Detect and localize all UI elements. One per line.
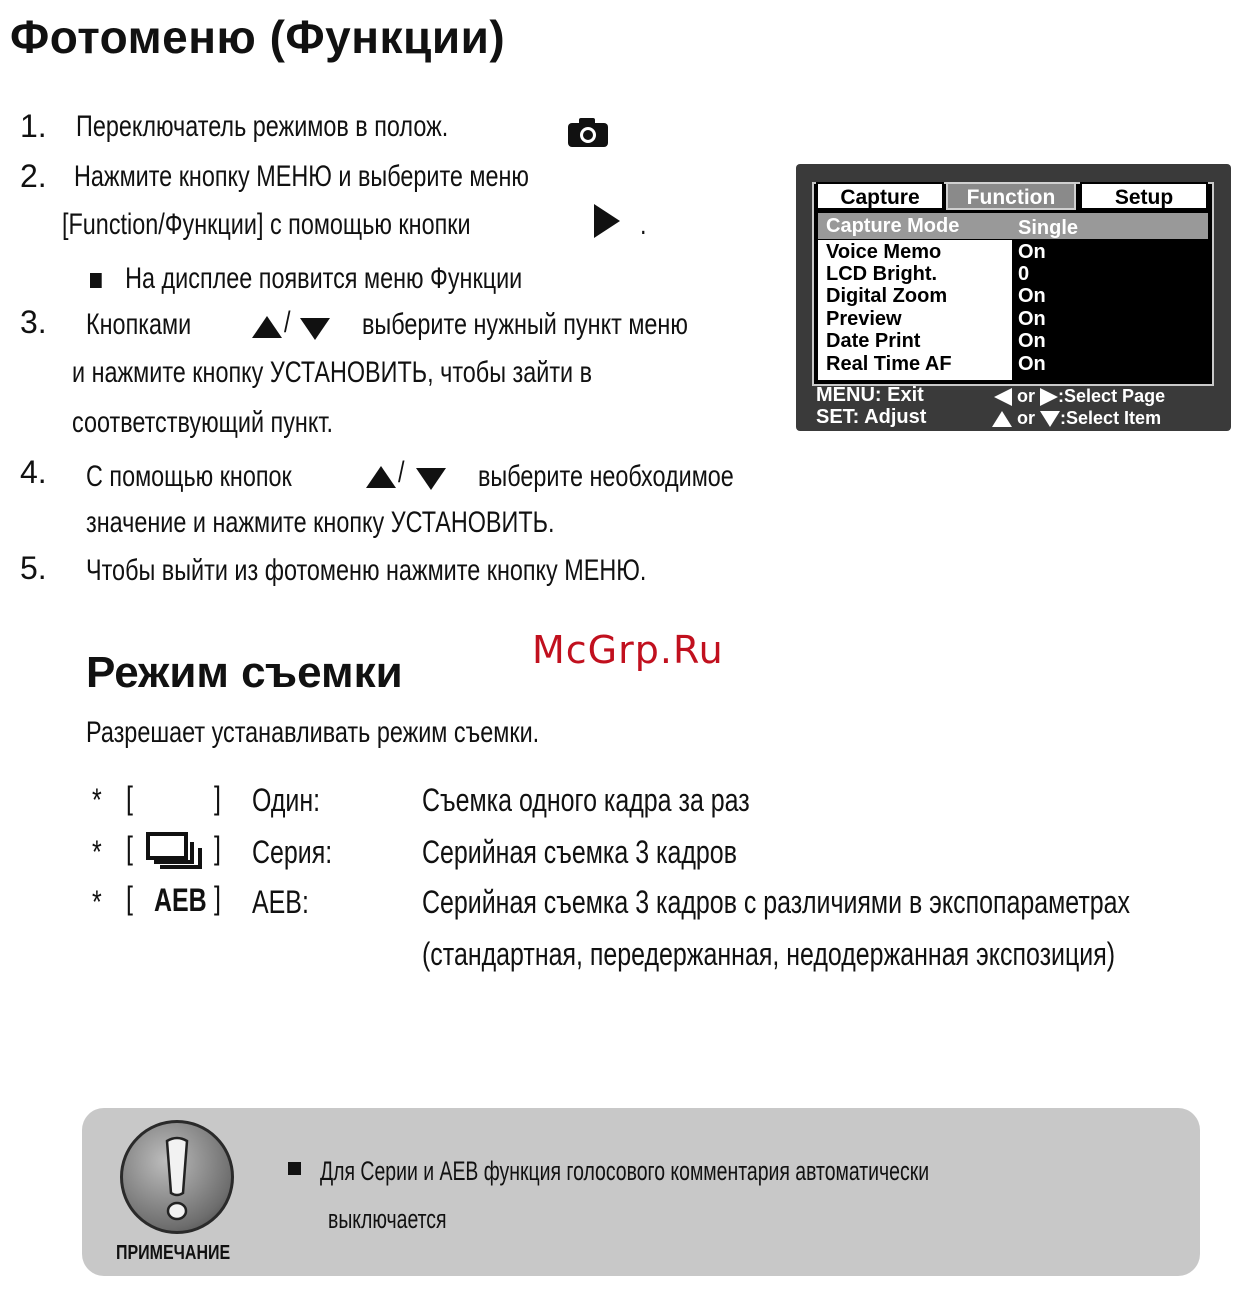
step-3-line-c: соответствующий пункт.: [72, 406, 333, 439]
step-2-line-a: Нажмите кнопку МЕНЮ и выберите меню: [74, 160, 529, 193]
watermark: McGrp.Ru: [532, 628, 724, 672]
step-2-bullet: [90, 262, 522, 296]
page-title: Фотоменю (Функции): [10, 11, 506, 63]
step-3-slash: /: [284, 306, 291, 339]
step-4-line-b: значение и нажмите кнопку УСТАНОВИТЬ.: [86, 506, 555, 539]
down-arrow-icon: [1040, 411, 1060, 427]
step-4-post: выберите необходимое: [478, 460, 734, 493]
menu-item-value: On: [1018, 285, 1046, 307]
tab-setup: Setup: [1080, 182, 1208, 210]
menu-item-label: LCD Bright.: [826, 263, 938, 285]
mode-bracket-close: ]: [214, 830, 221, 866]
footer-or: or: [1017, 408, 1036, 428]
mode-star: *: [92, 782, 102, 818]
aeb-icon: AEB: [154, 882, 207, 918]
step-5-text: Чтобы выйти из фотоменю нажмите кнопку МЕНЮ.: [86, 554, 647, 587]
tab-function: Function: [946, 182, 1076, 210]
right-arrow-icon: [1040, 388, 1058, 406]
right-arrow-icon: [594, 204, 620, 238]
step-4-slash: /: [398, 456, 405, 489]
down-arrow-icon: [416, 468, 446, 490]
step-1-text: [76, 110, 448, 144]
mode-bracket-open: [: [126, 830, 133, 866]
mode-desc-aeb-cont: (стандартная, передержанная, недодержанная экспозиция): [422, 936, 1116, 972]
left-arrow-icon: [994, 388, 1012, 406]
step-3-post: выберите нужный пункт меню: [362, 308, 688, 341]
step-1-label: Переключатель режимов в полож.: [76, 110, 449, 143]
menu-item-label: Voice Memo: [826, 241, 942, 263]
menu-item-value: Single: [1018, 217, 1079, 239]
menu-item-value: On: [1018, 353, 1046, 375]
menu-item-label: Capture Mode: [826, 215, 960, 237]
footer-set-adjust: SET: Adjust: [816, 406, 927, 428]
footer-select-page: [994, 386, 1165, 407]
step-number-1: 1.: [20, 108, 47, 144]
menu-item-label: Real Time AF: [826, 353, 952, 375]
footer-menu-exit: MENU: Exit: [816, 384, 924, 406]
note-box: [82, 1108, 1200, 1276]
step-2-period: .: [640, 208, 647, 241]
note-text-line-2: выключается: [328, 1204, 447, 1234]
menu-item-value: On: [1018, 241, 1046, 263]
mode-bracket-close: ]: [214, 780, 221, 816]
mode-name-single: Один:: [252, 782, 321, 818]
burst-icon: [146, 832, 204, 870]
menu-item-value: On: [1018, 308, 1046, 330]
section-intro: Разрешает устанавливать режим съемки.: [86, 716, 540, 749]
mode-bracket-open: [: [126, 780, 133, 816]
step-number-2: 2.: [20, 158, 47, 194]
menu-item-label: Digital Zoom: [826, 285, 948, 307]
footer-or: or: [1017, 386, 1036, 406]
mode-bracket-close: ]: [214, 880, 221, 916]
mode-star: *: [92, 834, 102, 870]
up-arrow-icon: [252, 316, 282, 338]
step-3-line-b: и нажмите кнопку УСТАНОВИТЬ, чтобы зайти в: [72, 356, 593, 389]
menu-item-value: 0: [1018, 263, 1030, 285]
mode-bracket-open: [: [126, 880, 133, 916]
footer-select-item: [992, 408, 1161, 429]
menu-item-label: Preview: [826, 308, 902, 330]
mode-name-aeb: AEB:: [252, 884, 309, 920]
up-arrow-icon: [366, 466, 396, 488]
lcd-menu-screen: [796, 164, 1231, 431]
exclamation-icon: [120, 1120, 234, 1234]
menu-item-label: Date Print: [826, 330, 921, 352]
lcd-menu-panel: [812, 182, 1214, 386]
step-3-pre: Кнопками: [86, 308, 192, 341]
camera-icon: [566, 116, 610, 148]
note-text-line-1: Для Серии и AEB функция голосового комментария автоматически: [320, 1156, 930, 1186]
mode-desc-single: Съемка одного кадра за раз: [422, 782, 750, 818]
footer-item-label: :Select Item: [1060, 408, 1162, 428]
footer-page-label: :Select Page: [1058, 386, 1166, 406]
mode-star: *: [92, 884, 102, 920]
square-bullet-icon: [288, 1162, 301, 1175]
step-number-3: 3.: [20, 304, 47, 340]
note-label: ПРИМЕЧАНИЕ: [116, 1242, 231, 1264]
mode-desc-aeb: Серийная съемка 3 кадров с различиями в экспопараметрах: [422, 884, 1131, 920]
step-number-5: 5.: [20, 550, 47, 586]
square-bullet-icon: [90, 273, 102, 288]
step-4-pre: С помощью кнопок: [86, 460, 292, 493]
mode-desc-burst: Серийная съемка 3 кадров: [422, 834, 737, 870]
step-number-4: 4.: [20, 454, 47, 490]
section-title: Режим съемки: [86, 648, 403, 697]
up-arrow-icon: [992, 411, 1012, 427]
down-arrow-icon: [300, 318, 330, 340]
bullet-text: На дисплее появится меню Функции: [125, 262, 523, 295]
step-2-line-b: [Function/Функции] с помощью кнопки: [62, 208, 471, 241]
menu-item-value: On: [1018, 330, 1046, 352]
tab-capture: Capture: [816, 182, 944, 210]
mode-name-burst: Серия:: [252, 834, 333, 870]
